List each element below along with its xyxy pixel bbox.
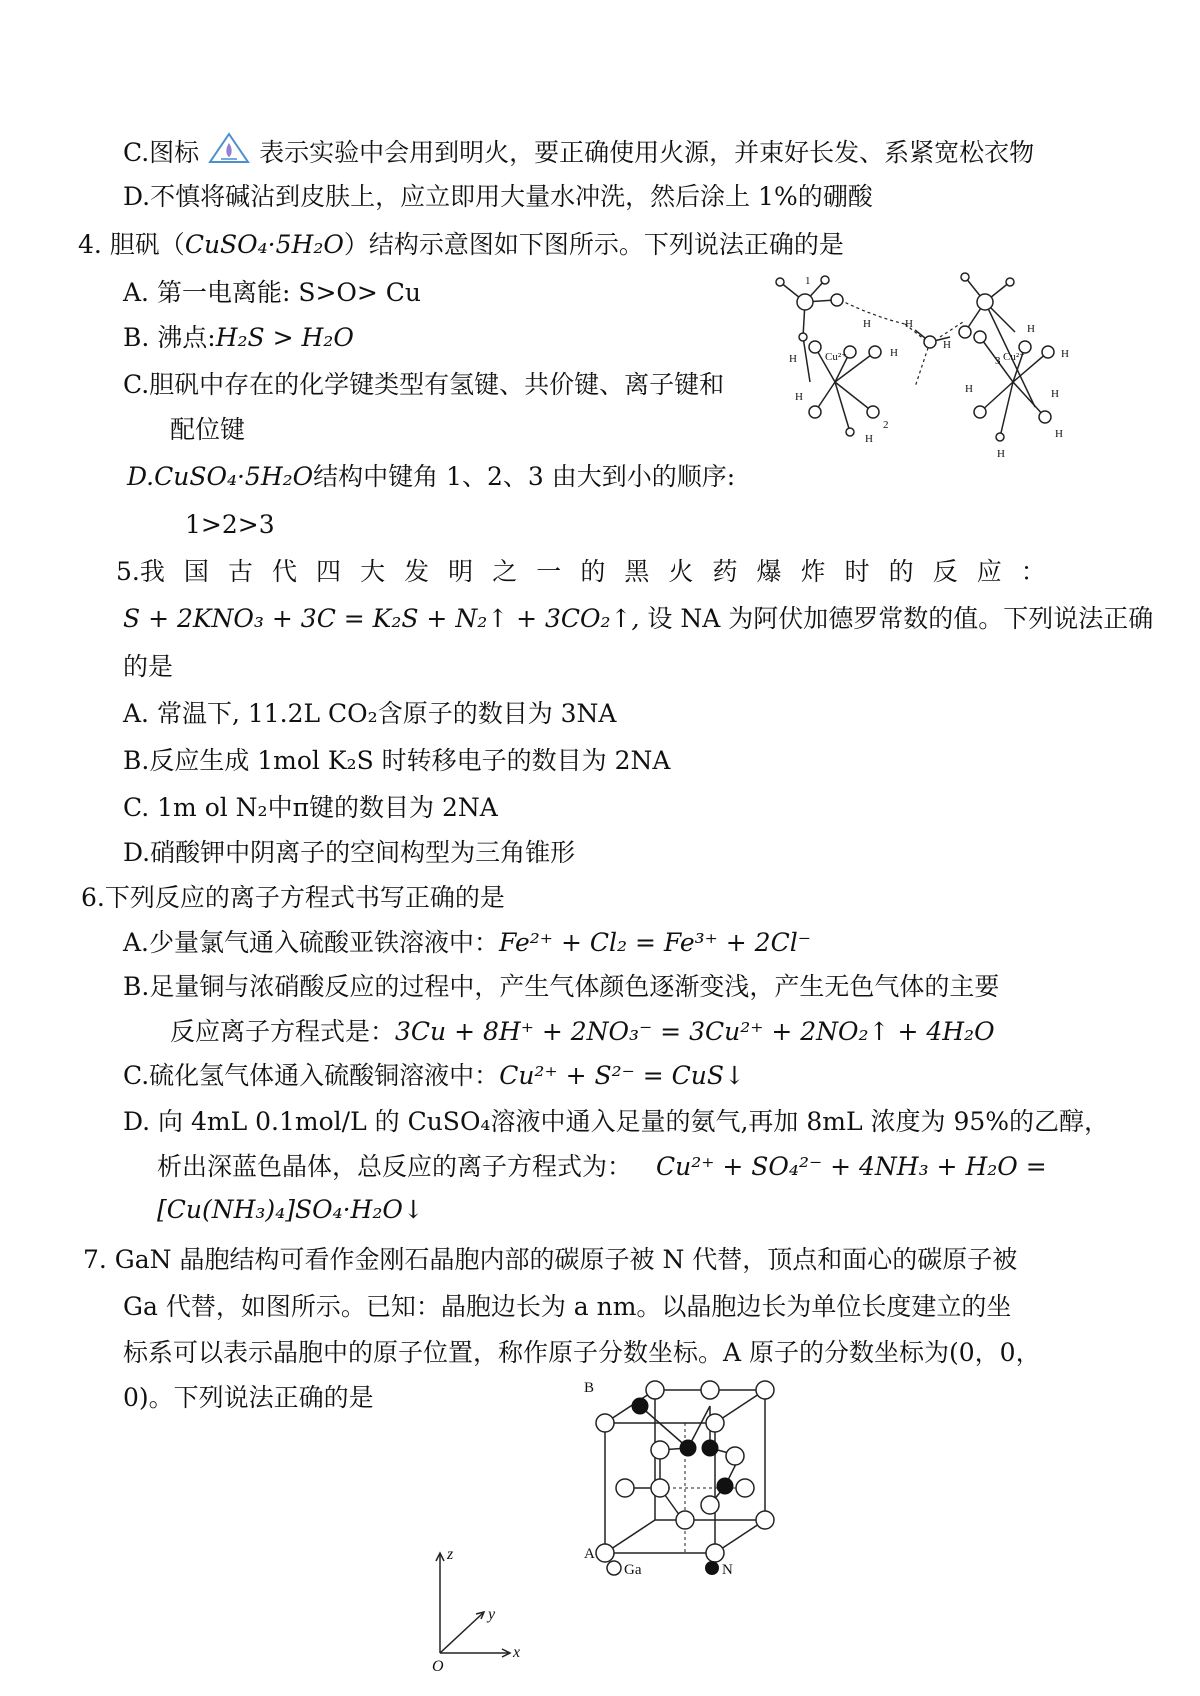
q5-option-d: D.硝酸钾中阴离子的空间构型为三角锥形 <box>123 838 576 867</box>
n-legend-marker <box>705 1561 719 1575</box>
q5-stem-char: 国 <box>183 557 209 586</box>
q7-line4: 0)。下列说法正确的是 <box>123 1383 374 1412</box>
q5-stem-char: 一 <box>536 557 562 586</box>
q5-stem-char: ： <box>1020 557 1046 586</box>
q7-line1: 7. GaN 晶胞结构可看作金刚石晶胞内部的碳原子被 N 代替，顶点和面心的碳原子被 <box>83 1245 1018 1274</box>
q4-option-c: C.胆矾中存在的化学键类型有氢键、共价键、离子键和 <box>123 370 725 399</box>
h-label: H <box>905 318 913 330</box>
h-label: H <box>865 433 873 445</box>
q6-option-d-equation-cont: [Cu(NH₃)₄]SO₄·H₂O↓ <box>157 1195 424 1224</box>
q6-option-c: C.硫化氢气体通入硫酸铜溶液中：Cu²⁺ + S²⁻ = CuS↓ <box>123 1061 745 1090</box>
q5-stem-char: 火 <box>668 557 694 586</box>
h-label: H <box>890 347 898 359</box>
q6-option-d: D. 向 4mL 0.1mol/L 的 CuSO₄溶液中通入足量的氨气,再加 8mL 浓度为 95%的乙醇， <box>123 1107 1110 1136</box>
y-axis-label: y <box>488 1606 496 1623</box>
h-label: H <box>1061 348 1069 360</box>
n-legend-label: N <box>722 1562 733 1578</box>
cu-ion-label-left: Cu²⁺ <box>825 351 847 363</box>
q5-stem-char: 反 <box>932 557 958 586</box>
q5-stem-char: 古 <box>227 557 253 586</box>
q5-stem-line3: 的是 <box>123 652 174 681</box>
q6-option-a: A.少量氯气通入硫酸亚铁溶液中：Fe²⁺ + Cl₂ = Fe³⁺ + 2Cl⁻ <box>123 928 811 957</box>
h-label: H <box>943 339 951 351</box>
q5-stem-char: 之 <box>492 557 518 586</box>
q5-stem-char: 5.我 <box>116 557 165 586</box>
q6-option-b-cont: 反应离子方程式是：3Cu + 8H⁺ + 2NO₃⁻ = 3Cu²⁺ + 2NO₂↑ + 4H₂O <box>170 1017 995 1046</box>
origin-label: O <box>432 1658 444 1675</box>
q5-option-c: C. 1m ol N₂中π键的数目为 2NA <box>123 793 498 822</box>
q5-stem-char: 的 <box>580 557 606 586</box>
q5-stem-char: 炸 <box>800 557 826 586</box>
q5-option-b: B.反应生成 1mol K₂S 时转移电子的数目为 2NA <box>123 746 671 775</box>
q5-equation-line: S + 2KNO₃ + 3C = K₂S + N₂↑ + 3CO₂↑, 设 NA 为阿伏加德罗常数的值。下列说法正确 <box>123 604 1154 633</box>
q6-option-b: B.足量铜与浓硝酸反应的过程中，产生气体颜色逐渐变浅，产生无色气体的主要 <box>123 972 1000 1001</box>
q4-option-b: B. 沸点:H₂S > H₂O <box>123 323 354 352</box>
ga-legend-label: Ga <box>624 1562 642 1578</box>
q5-stem-char: 发 <box>404 557 430 586</box>
h-label: H <box>863 318 871 330</box>
angle-label-3: 3 <box>995 355 1001 367</box>
cu-ion-label-right: Cu²⁺ <box>1003 351 1025 363</box>
q5-stem-char: 大 <box>360 557 386 586</box>
q7-line2: Ga 代替，如图所示。已知：晶胞边长为 a nm。以晶胞边长为单位长度建立的坐 <box>123 1292 1012 1321</box>
q5-stem-char: 明 <box>448 557 474 586</box>
h-label: H <box>795 391 803 403</box>
q5-option-a: A. 常温下, 11.2L CO₂含原子的数目为 3NA <box>123 699 617 728</box>
ga-legend-marker <box>607 1561 621 1575</box>
q5-stem-char: 四 <box>316 557 342 586</box>
q5-stem-char: 的 <box>888 557 914 586</box>
q3-option-c: C.图标 表示实验中会用到明火，要正确使用火源，并束好长发、系紧宽松衣物 <box>123 131 1034 170</box>
q4-option-d-cont: 1>2>3 <box>185 510 275 539</box>
q5-stem-char: 应 <box>976 557 1002 586</box>
q5-stem-line1 <box>116 555 1046 589</box>
atom-label-b: B <box>584 1380 595 1396</box>
angle-label-2: 2 <box>883 419 889 431</box>
angle-label-1: 1 <box>805 275 811 287</box>
h-label: H <box>1055 428 1063 440</box>
q3-option-d: D.不慎将碱沾到皮肤上，应立即用大量水冲洗，然后涂上 1%的硼酸 <box>123 182 873 211</box>
q6-stem: 6.下列反应的离子方程式书写正确的是 <box>81 883 505 912</box>
z-axis-label: z <box>447 1546 454 1563</box>
atom-label-a: A <box>584 1546 595 1562</box>
h-label: H <box>1027 323 1035 335</box>
gan-unit-cell-figure <box>580 1378 790 1578</box>
h-label: H <box>1051 388 1059 400</box>
q6-option-d-cont: 析出深蓝色晶体，总反应的离子方程式为： Cu²⁺ + SO₄²⁻ + 4NH₃ + H₂O = <box>157 1152 1047 1181</box>
q5-stem-char: 药 <box>712 557 738 586</box>
q4-stem: 4. 胆矾（CuSO₄·5H₂O）结构示意图如下图所示。下列说法正确的是 <box>78 230 844 259</box>
q4-option-a: A. 第一电离能: S>O> Cu <box>123 278 422 307</box>
coordinate-axes-figure <box>420 1535 530 1675</box>
q5-stem-char: 时 <box>844 557 870 586</box>
h-label: H <box>997 448 1005 460</box>
q7-line3: 标系可以表示晶胞中的原子位置，称作原子分数坐标。A 原子的分数坐标为(0，0， <box>123 1338 1041 1367</box>
q4-option-d: D.CuSO₄·5H₂O结构中键角 1、2、3 由大到小的顺序: <box>127 462 736 491</box>
flame-warning-icon <box>207 131 251 165</box>
h-label: H <box>789 353 797 365</box>
x-axis-label: x <box>513 1644 521 1661</box>
q4-formula: CuSO₄·5H₂O <box>184 230 344 259</box>
q4-option-c-cont: 配位键 <box>170 415 246 444</box>
cuso4-structure-figure <box>765 262 1085 462</box>
q5-stem-char: 代 <box>271 557 297 586</box>
h-label: H <box>965 383 973 395</box>
q5-stem-char: 黑 <box>624 557 650 586</box>
q5-stem-char: 爆 <box>756 557 782 586</box>
q5-equation: S + 2KNO₃ + 3C = K₂S + N₂↑ + 3CO₂↑, <box>123 604 640 633</box>
